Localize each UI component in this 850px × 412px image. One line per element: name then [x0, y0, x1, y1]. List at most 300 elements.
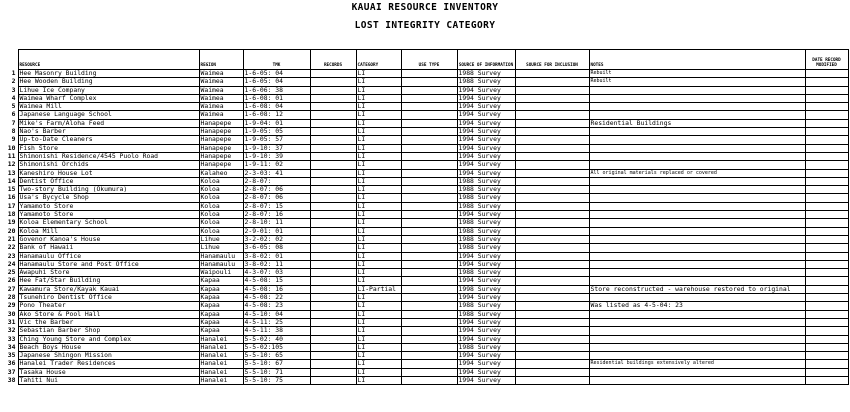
region-cell: Lihue	[199, 244, 243, 252]
records-cell	[310, 103, 356, 111]
category-cell: LI	[356, 318, 401, 326]
source-inclusion-cell	[515, 235, 589, 243]
tmk-cell: 1-6-08: 12	[243, 111, 310, 119]
records-cell	[310, 318, 356, 326]
region-cell: Waimea	[199, 94, 243, 102]
source-inclusion-cell	[515, 128, 589, 136]
source-inclusion-cell	[515, 269, 589, 277]
resource-cell: Tasaka House	[18, 368, 199, 376]
notes-cell: Residential Buildings	[589, 119, 805, 127]
date-modified-cell	[805, 352, 848, 360]
notes-cell	[589, 128, 805, 136]
source-info-cell: 1988 Survey	[457, 186, 515, 194]
notes-cell: All original materials replaced or covered	[589, 169, 805, 177]
category-cell: LI	[356, 302, 401, 310]
source-inclusion-cell	[515, 376, 589, 384]
notes-cell	[589, 376, 805, 384]
row-number: 21	[7, 235, 16, 243]
records-cell	[310, 376, 356, 384]
records-cell	[310, 186, 356, 194]
row-number: 14	[7, 177, 16, 185]
source-inclusion-cell	[515, 260, 589, 268]
resource-cell: Beach Boys House	[18, 343, 199, 351]
records-cell	[310, 277, 356, 285]
date-modified-header: DATE RECORD MODIFIED	[805, 50, 848, 70]
source-inclusion-cell	[515, 277, 589, 285]
category-cell: LI	[356, 244, 401, 252]
source-inclusion-cell	[515, 177, 589, 185]
resource-cell: Fish Store	[18, 144, 199, 152]
region-cell: Waipouli	[199, 269, 243, 277]
tmk-cell: 1-9-10: 37	[243, 144, 310, 152]
resource-cell: Tsunehiro Dentist Office	[18, 294, 199, 302]
tmk-cell: 2-8-07:	[243, 177, 310, 185]
region-cell: Hanalei	[199, 335, 243, 343]
source-info-cell: 1994 Survey	[457, 327, 515, 335]
resource-cell: Shimonishi Residence/4545 Puolo Road	[18, 152, 199, 160]
resource-cell: Hanamaulu Office	[18, 252, 199, 260]
records-cell	[310, 219, 356, 227]
row-number: 35	[7, 351, 16, 360]
notes-cell	[589, 235, 805, 243]
table-row	[6, 78, 848, 86]
source-inclusion-cell	[515, 252, 589, 260]
table-row	[6, 219, 848, 227]
date-modified-cell	[805, 244, 848, 252]
tmk-cell: 1-6-05: 04	[243, 78, 310, 86]
records-cell	[310, 119, 356, 127]
source-inclusion-cell	[515, 78, 589, 86]
category-cell: LI	[356, 343, 401, 351]
use-type-cell	[401, 211, 457, 219]
use-type-cell	[401, 227, 457, 235]
table-row	[6, 103, 848, 111]
region-cell: Kapaa	[199, 310, 243, 318]
date-modified-cell	[805, 111, 848, 119]
source-info-cell: 1994 Survey	[457, 318, 515, 326]
date-modified-cell	[805, 161, 848, 169]
row-number: 28	[7, 293, 16, 302]
region-header: REGION	[199, 50, 243, 70]
resource-cell: Two-story Building (Okumura)	[18, 186, 199, 194]
resource-cell: Yamamoto Store	[18, 202, 199, 210]
category-cell: LI	[356, 144, 401, 152]
resource-cell: Mike's Farm/Aloha Feed	[18, 119, 199, 127]
use-type-cell	[401, 277, 457, 285]
use-type-cell	[401, 285, 457, 293]
row-number: 5	[11, 102, 16, 111]
tmk-cell: 2-9-01: 01	[243, 227, 310, 235]
source-info-cell: 1994 Survey	[457, 136, 515, 144]
resource-cell: Hee Masonry Building	[18, 70, 199, 78]
source-inclusion-cell	[515, 343, 589, 351]
resource-cell: Vic the Barber	[18, 318, 199, 326]
source-info-cell: 1994 Survey	[457, 335, 515, 343]
source-inclusion-cell	[515, 294, 589, 302]
notes-cell	[589, 144, 805, 152]
notes-cell	[589, 202, 805, 210]
category-cell: LI	[356, 327, 401, 335]
source-inclusion-cell	[515, 186, 589, 194]
row-number: 33	[7, 335, 16, 343]
source-info-cell: 1988 Survey	[457, 227, 515, 235]
resource-cell: Usa's Bycycle Shop	[18, 194, 199, 202]
category-cell: LI	[356, 78, 401, 86]
source-info-cell: 1994 Survey	[457, 252, 515, 260]
notes-cell	[589, 252, 805, 260]
category-cell: LI	[356, 186, 401, 194]
source-info-cell: 1994 Survey	[457, 144, 515, 152]
row-number: 6	[11, 110, 16, 119]
records-cell	[310, 335, 356, 343]
notes-cell	[589, 260, 805, 268]
resource-cell: Tahiti Nui	[18, 376, 199, 384]
notes-cell	[589, 269, 805, 277]
source-inclusion-cell	[515, 368, 589, 376]
notes-cell	[589, 277, 805, 285]
region-cell: Hanapepe	[199, 128, 243, 136]
tmk-cell: 4-5-11: 25	[243, 318, 310, 326]
records-cell	[310, 352, 356, 360]
table-row	[6, 269, 848, 277]
resource-cell: Yamamoto Store	[18, 211, 199, 219]
tmk-cell: 5-5-10: 67	[243, 360, 310, 368]
table-row	[6, 161, 848, 169]
table-row	[6, 152, 848, 160]
records-cell	[310, 136, 356, 144]
table-row	[6, 86, 848, 94]
use-type-cell	[401, 103, 457, 111]
records-cell	[310, 244, 356, 252]
table-row	[6, 128, 848, 136]
region-cell: Hanalei	[199, 343, 243, 351]
row-number: 38	[7, 376, 16, 384]
region-cell: Hanapepe	[199, 144, 243, 152]
source-info-cell: 1994 Survey	[457, 360, 515, 368]
tmk-cell: 4-5-08: 23	[243, 302, 310, 310]
source-inclusion-cell	[515, 227, 589, 235]
source-inclusion-cell	[515, 152, 589, 160]
use-type-cell	[401, 144, 457, 152]
region-cell: Hanalei	[199, 352, 243, 360]
notes-cell	[589, 186, 805, 194]
tmk-cell: 5-5-10: 71	[243, 368, 310, 376]
row-number: 13	[7, 169, 16, 177]
row-number: 32	[7, 326, 16, 335]
row-number: 18	[7, 210, 16, 219]
region-cell: Hanalei	[199, 360, 243, 368]
source-inclusion-cell	[515, 161, 589, 169]
category-cell: LI	[356, 194, 401, 202]
resource-cell: Lihue Ice Company	[18, 86, 199, 94]
source-info-cell: 1994 Survey	[457, 294, 515, 302]
source-info-cell: 1988 Survey	[457, 269, 515, 277]
tmk-header: TMK	[243, 50, 310, 70]
source-info-cell: 1994 Survey	[457, 86, 515, 94]
category-cell: LI	[356, 252, 401, 260]
source-info-cell: 1988 Survey	[457, 343, 515, 351]
use-type-cell	[401, 119, 457, 127]
row-number: 25	[7, 268, 16, 277]
date-modified-cell	[805, 302, 848, 310]
table-row	[6, 119, 848, 127]
resource-cell: Ching Young Store and Complex	[18, 335, 199, 343]
inventory-table	[6, 49, 849, 385]
tmk-cell: 1-9-10: 39	[243, 152, 310, 160]
date-modified-cell	[805, 327, 848, 335]
notes-cell: Rebuilt	[589, 70, 805, 78]
source-info-cell: 1994 Survey	[457, 161, 515, 169]
date-modified-cell	[805, 78, 848, 86]
use-type-cell	[401, 252, 457, 260]
source-inclusion-cell	[515, 86, 589, 94]
source-inclusion-cell	[515, 302, 589, 310]
region-cell: Hanamaulu	[199, 252, 243, 260]
row-number: 10	[7, 144, 16, 152]
source-inclusion-cell	[515, 310, 589, 318]
region-cell: Hanapepe	[199, 119, 243, 127]
tmk-cell: 1-9-05: 05	[243, 128, 310, 136]
date-modified-cell	[805, 86, 848, 94]
row-number: 30	[7, 310, 16, 318]
source-inclusion-cell	[515, 219, 589, 227]
source-info-cell: 1994 Survey	[457, 368, 515, 376]
table-row	[6, 227, 848, 235]
tmk-cell: 2-3-03: 41	[243, 169, 310, 177]
source-inclusion-cell	[515, 211, 589, 219]
resource-cell: Hee Wooden Building	[18, 78, 199, 86]
region-cell: Hanalei	[199, 368, 243, 376]
category-cell: LI	[356, 94, 401, 102]
row-number: 8	[11, 127, 16, 136]
source-info-cell: 1994 Survey	[457, 260, 515, 268]
records-cell	[310, 128, 356, 136]
category-header: CATEGORY	[356, 50, 401, 70]
notes-cell	[589, 352, 805, 360]
records-cell	[310, 310, 356, 318]
source-info-cell: 1988 Survey	[457, 70, 515, 78]
table-header-row	[6, 50, 848, 70]
use-type-cell	[401, 260, 457, 268]
resource-cell: Pono Theater	[18, 302, 199, 310]
notes-cell	[589, 211, 805, 219]
notes-cell	[589, 94, 805, 102]
table-row	[6, 177, 848, 185]
records-cell	[310, 260, 356, 268]
tmk-cell: 1-9-05: 57	[243, 136, 310, 144]
source-info-cell: 1994 Survey	[457, 152, 515, 160]
notes-cell	[589, 161, 805, 169]
records-cell	[310, 327, 356, 335]
region-cell: Lihue	[199, 235, 243, 243]
date-modified-cell	[805, 186, 848, 194]
table-row	[6, 202, 848, 210]
notes-cell	[589, 152, 805, 160]
use-type-cell	[401, 335, 457, 343]
row-number: 17	[7, 202, 16, 210]
row-number: 22	[7, 243, 16, 252]
records-cell	[310, 360, 356, 368]
notes-cell	[589, 227, 805, 235]
region-cell: Hanapepe	[199, 161, 243, 169]
table-row	[6, 260, 848, 268]
use-type-cell	[401, 161, 457, 169]
use-type-cell	[401, 244, 457, 252]
notes-cell: Was listed as 4-5-04: 23	[589, 302, 805, 310]
source-info-cell: 1994 Survey	[457, 211, 515, 219]
records-cell	[310, 202, 356, 210]
records-cell	[310, 343, 356, 351]
region-cell: Waimea	[199, 78, 243, 86]
use-type-cell	[401, 343, 457, 351]
date-modified-cell	[805, 343, 848, 351]
date-modified-cell	[805, 211, 848, 219]
category-cell: LI	[356, 277, 401, 285]
date-modified-cell	[805, 202, 848, 210]
source-inclusion-cell	[515, 194, 589, 202]
use-type-cell	[401, 177, 457, 185]
resource-cell: Nao's Barber	[18, 128, 199, 136]
region-cell: Hanamaulu	[199, 260, 243, 268]
notes-cell	[589, 335, 805, 343]
region-cell: Koloa	[199, 202, 243, 210]
use-type-cell	[401, 368, 457, 376]
tmk-cell: 4-5-08: 16	[243, 285, 310, 293]
row-number: 4	[11, 94, 16, 102]
resource-cell: Japanese Language School	[18, 111, 199, 119]
use-type-cell	[401, 186, 457, 194]
table-row	[6, 144, 848, 152]
category-cell: LI	[356, 269, 401, 277]
date-modified-cell	[805, 260, 848, 268]
source-info-cell: 1994 Survey	[457, 111, 515, 119]
tmk-cell: 3-8-02: 01	[243, 252, 310, 260]
source-inclusion-cell	[515, 360, 589, 368]
row-number: 11	[7, 152, 16, 160]
tmk-cell: 3-6-05: 08	[243, 244, 310, 252]
tmk-cell: 4-5-11: 38	[243, 327, 310, 335]
table-row	[6, 360, 848, 368]
tmk-cell: 5-5-10: 75	[243, 376, 310, 384]
date-modified-cell	[805, 310, 848, 318]
records-cell	[310, 235, 356, 243]
table-row	[6, 235, 848, 243]
table-row	[6, 111, 848, 119]
category-cell: LI	[356, 310, 401, 318]
tmk-cell: 4-5-08: 15	[243, 277, 310, 285]
source-inclusion-cell	[515, 119, 589, 127]
table-row	[6, 310, 848, 318]
source-info-cell: 1994 Survey	[457, 103, 515, 111]
date-modified-cell	[805, 169, 848, 177]
source-info-cell: 1994 Survey	[457, 94, 515, 102]
row-number: 27	[7, 285, 16, 293]
source-info-cell: 1988 Survey	[457, 177, 515, 185]
row-number: 1	[11, 69, 16, 77]
source-inclusion-cell	[515, 327, 589, 335]
row-number: 26	[7, 276, 16, 285]
category-cell: LI	[356, 177, 401, 185]
category-cell: LI	[356, 161, 401, 169]
category-cell: LI	[356, 211, 401, 219]
category-cell: LI	[356, 260, 401, 268]
date-modified-cell	[805, 152, 848, 160]
date-modified-cell	[805, 70, 848, 78]
notes-cell	[589, 111, 805, 119]
date-modified-cell	[805, 94, 848, 102]
date-modified-cell	[805, 335, 848, 343]
tmk-cell: 2-8-10: 11	[243, 219, 310, 227]
records-cell	[310, 144, 356, 152]
date-modified-cell	[805, 177, 848, 185]
resource-cell: Kawamura Store/Kayak Kauai	[18, 285, 199, 293]
row-number: 15	[7, 185, 16, 194]
records-cell	[310, 194, 356, 202]
use-type-cell	[401, 310, 457, 318]
notes-cell	[589, 244, 805, 252]
date-modified-cell	[805, 119, 848, 127]
records-cell	[310, 294, 356, 302]
notes-cell	[589, 103, 805, 111]
source-inclusion-cell	[515, 103, 589, 111]
tmk-cell: 2-8-07: 15	[243, 202, 310, 210]
use-type-cell	[401, 86, 457, 94]
tmk-cell: 2-8-07: 06	[243, 194, 310, 202]
date-modified-cell	[805, 128, 848, 136]
row-number: 23	[7, 252, 16, 260]
use-type-cell	[401, 128, 457, 136]
date-modified-cell	[805, 376, 848, 384]
use-type-cell	[401, 318, 457, 326]
resource-cell: Bank of Hawaii	[18, 244, 199, 252]
category-cell: LI	[356, 152, 401, 160]
table-row	[6, 94, 848, 102]
tmk-cell: 5-5-02: 40	[243, 335, 310, 343]
category-cell: LI	[356, 111, 401, 119]
tmk-cell: 1-6-08: 04	[243, 103, 310, 111]
use-type-cell	[401, 294, 457, 302]
category-cell: LI	[356, 70, 401, 78]
table-row	[6, 194, 848, 202]
region-cell: Koloa	[199, 194, 243, 202]
category-cell: LI	[356, 235, 401, 243]
date-modified-cell	[805, 219, 848, 227]
row-number-header	[6, 50, 18, 70]
region-cell: Koloa	[199, 219, 243, 227]
source-inclusion-cell	[515, 94, 589, 102]
notes-cell	[589, 86, 805, 94]
source-info-cell: 1988 Survey	[457, 310, 515, 318]
records-cell	[310, 111, 356, 119]
region-cell: Kapaa	[199, 302, 243, 310]
region-cell: Kapaa	[199, 327, 243, 335]
source-info-cell: 1988 Survey	[457, 78, 515, 86]
region-cell: Waimea	[199, 70, 243, 78]
notes-cell	[589, 343, 805, 351]
table-row	[6, 244, 848, 252]
notes-cell	[589, 327, 805, 335]
category-cell: LI	[356, 360, 401, 368]
source-inclusion-cell	[515, 70, 589, 78]
resource-cell: Dentist Office	[18, 177, 199, 185]
use-type-cell	[401, 327, 457, 335]
resource-cell: Hee Fat/Star Building	[18, 277, 199, 285]
row-number: 3	[11, 86, 16, 94]
source-info-cell: 1994 Survey	[457, 119, 515, 127]
records-cell	[310, 227, 356, 235]
resource-cell: Sebastian Barber Shop	[18, 327, 199, 335]
category-cell: LI	[356, 335, 401, 343]
